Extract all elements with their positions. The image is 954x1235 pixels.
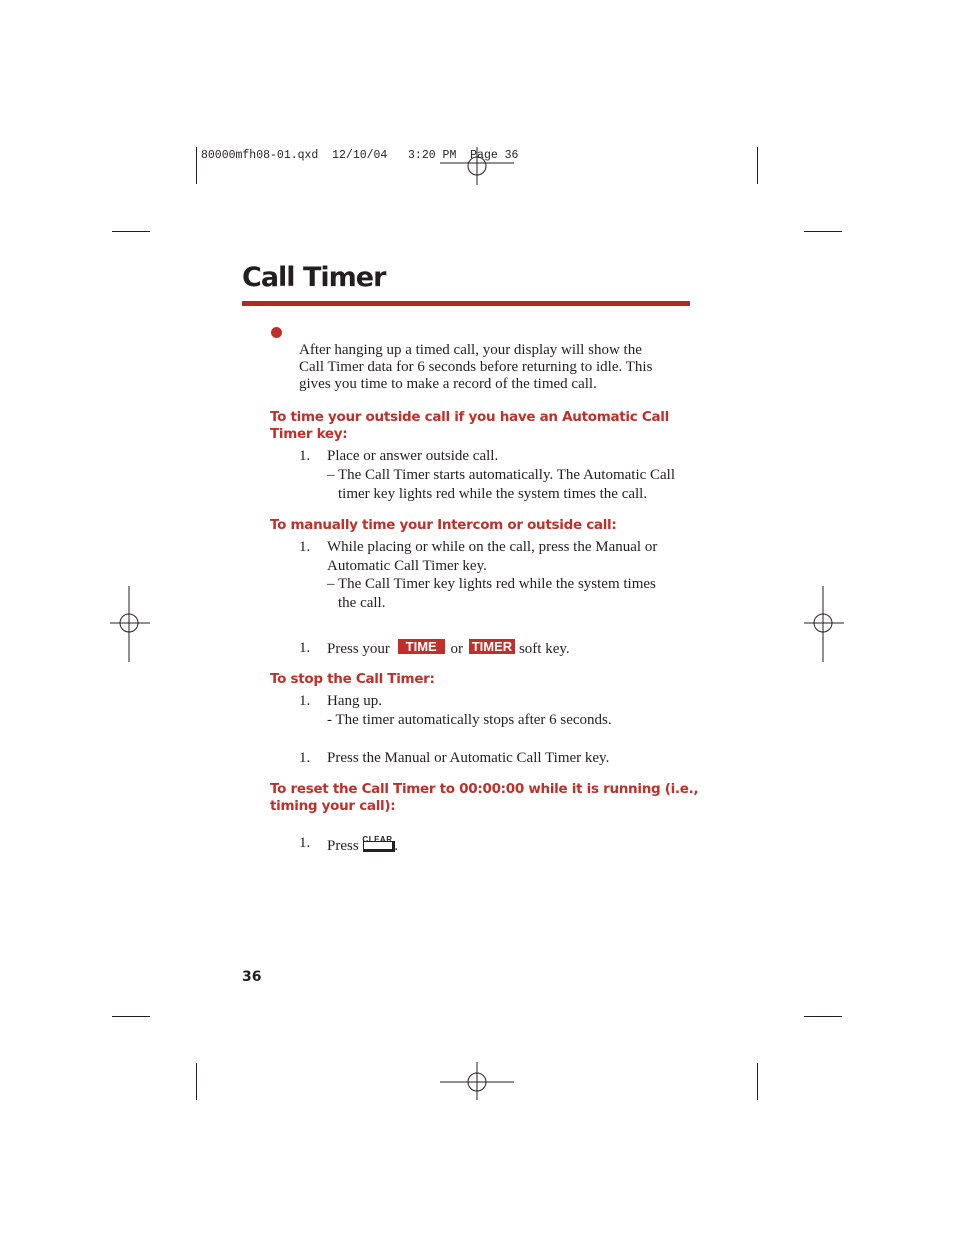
title-rule: [242, 301, 690, 306]
step-text: Automatic Call Timer key.: [327, 558, 487, 574]
intro-line: Call Timer data for 6 seconds before returning to idle. This: [299, 359, 653, 375]
registration-mark-icon: [804, 586, 844, 662]
step-text: Place or answer outside call.: [327, 448, 499, 464]
crop-mark: [804, 1016, 842, 1017]
step-text: Press the Manual or Automatic Call Timer key.: [327, 750, 610, 766]
step-note: – The Call Timer starts automatically. The Automatic Call: [327, 467, 676, 483]
print-slug: 80000mfh08-01.qxd 12/10/04 3:20 PM Page 36: [201, 149, 519, 162]
step-note: timer key lights red while the system times the call.: [338, 486, 648, 502]
page-title: Call Timer: [242, 262, 386, 293]
step-text: While placing or while on the call, press the Manual or: [327, 539, 658, 555]
section-heading: To stop the Call Timer:: [270, 671, 435, 687]
registration-mark-icon: [110, 586, 150, 662]
step-suffix: soft key.: [518, 641, 570, 657]
step-number: 1.: [299, 448, 311, 464]
crop-mark: [196, 1063, 197, 1100]
crop-mark: [196, 147, 197, 184]
heading-line: To time your outside call if you have an Automatic Call: [270, 409, 669, 425]
intro-paragraph: [299, 342, 652, 393]
section-heading: To manually time your Intercom or outside call:: [270, 517, 617, 533]
step-number: 1.: [299, 640, 311, 656]
section-heading: [270, 781, 698, 815]
step-note: the call.: [338, 595, 386, 611]
bullet-dot-icon: [271, 327, 282, 338]
clear-key-label: CLEAR: [362, 835, 393, 844]
step-note: – The Call Timer key lights red while the system times: [327, 576, 656, 592]
timer-softkey[interactable]: TIMER: [469, 639, 515, 654]
step-number: 1.: [299, 835, 311, 851]
step-text: [327, 639, 570, 659]
step-text: [327, 834, 398, 856]
step-number: 1.: [299, 539, 311, 555]
clear-key-icon[interactable]: [362, 834, 394, 852]
heading-line: Timer key:: [270, 426, 348, 442]
intro-line: After hanging up a timed call, your display will show the: [299, 342, 642, 358]
step-suffix: .: [394, 838, 399, 854]
crop-mark: [757, 1063, 758, 1100]
section-heading: [270, 409, 669, 443]
heading-line: timing your call):: [270, 798, 396, 814]
step-prefix: Press: [327, 838, 359, 854]
step-note: - The timer automatically stops after 6 seconds.: [327, 712, 612, 728]
crop-mark: [112, 231, 150, 232]
or-word: or: [450, 641, 463, 657]
step-number: 1.: [299, 693, 311, 709]
heading-line: To reset the Call Timer to 00:00:00 while it is running (i.e.,: [270, 781, 699, 797]
crop-mark: [757, 147, 758, 184]
step-prefix: Press your: [327, 641, 390, 657]
time-softkey[interactable]: TIME: [398, 639, 445, 654]
step-number: 1.: [299, 750, 311, 766]
crop-mark: [112, 1016, 150, 1017]
page-number: 36: [242, 969, 262, 985]
registration-mark-icon: [437, 147, 517, 187]
clear-key-box: [363, 841, 395, 852]
intro-line: gives you time to make a record of the timed call.: [299, 376, 597, 392]
crop-mark: [804, 231, 842, 232]
step-text: Hang up.: [327, 693, 382, 709]
registration-mark-icon: [437, 1062, 517, 1102]
